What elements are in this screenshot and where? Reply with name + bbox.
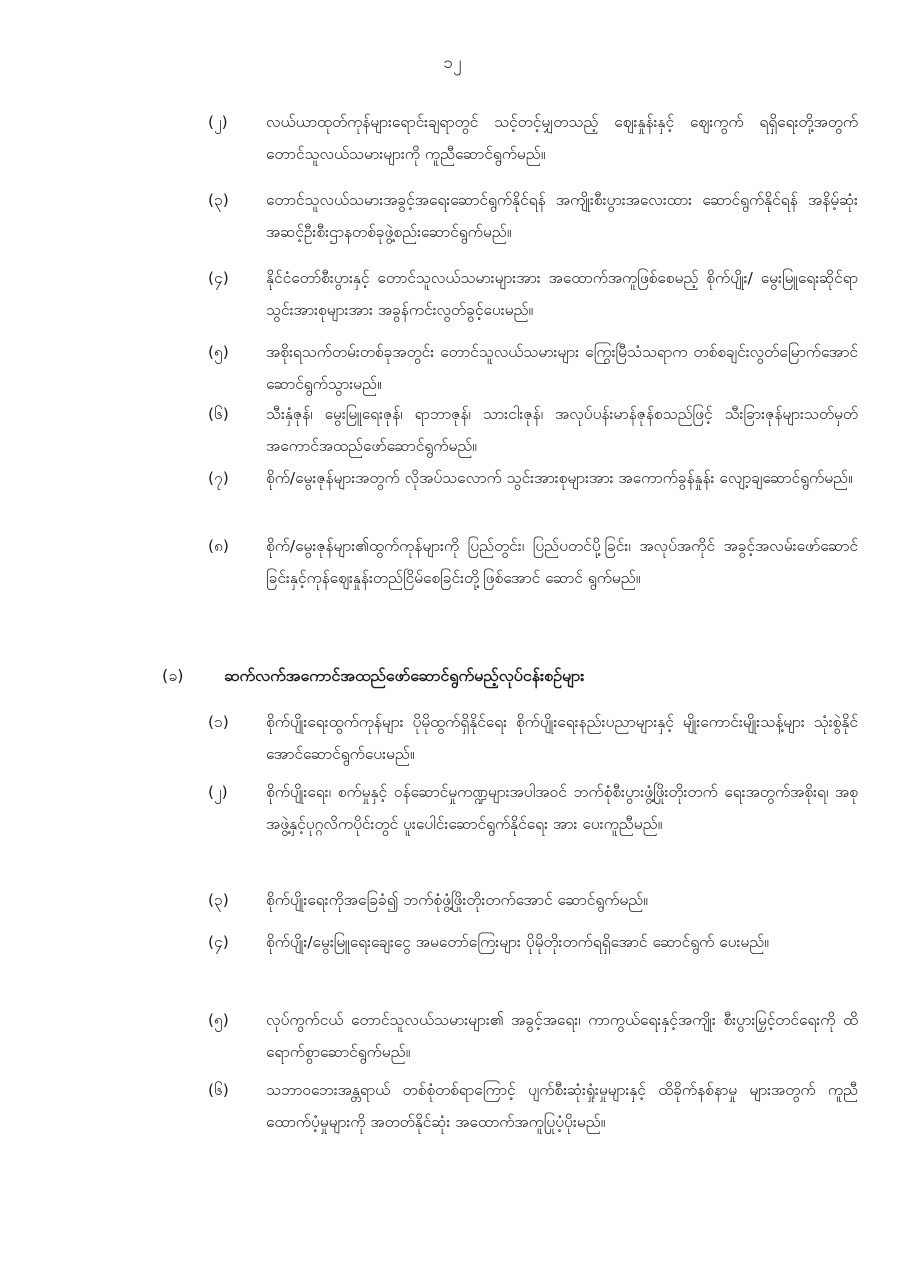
list-item (208, 1074, 858, 1138)
item-number: (၆) (208, 405, 229, 423)
list-item (208, 926, 858, 958)
item-number: (၁) (208, 713, 229, 731)
item-number: (၄) (208, 933, 229, 951)
item-text: စိုက်ပျိုးရေးကိုအခြေခံ၍ ဘက်စုံဖွံ့ဖြိုးတိုးတက်အောင် ဆောင်ရွက်မည်။ (266, 891, 648, 909)
item-number: (၅) (208, 343, 229, 361)
item-text: လယ်ယာထုတ်ကုန်များရောင်းချရာတွင် သင့်တင့်မျှတသည့် ဈေးနှုန်းနှင့် ဈေးကွက် ရရှိရေးတို့အတွက် တောင်သူလယ်သမားများကို ကူညီဆောင်ရွက်မည်။ (266, 113, 858, 163)
item-number: (၅) (208, 1011, 229, 1029)
item-text: တောင်သူလယ်သမားအခွင့်အရေးဆောင်ရွက်နိုင်ရန် အကျိုးစီးပွားအလေးထား ဆောင်ရွက်နိုင်ရန် အနိမ့်ဆုံးအဆင့်ဦးစီးဌာနတစ်ခုဖွဲ့စည်းဆောင်ရွက်မည်။ (266, 191, 858, 241)
list-item (208, 1004, 858, 1068)
item-number: (၄) (208, 269, 229, 287)
section-heading (162, 660, 862, 692)
item-text: စိုက်/မွေးဇုန်များ၏ထွက်ကုန်များကို ပြည်တွင်း၊ ပြည်ပတင်ပို့ခြင်း၊ အလုပ်အကိုင် အခွင့်အလမ်းဖော်ဆောင်ခြင်းနှင့်ကုန်ဈေးနှုန်းတည်ငြိမ်စေခြင်းတို့ဖြစ်အောင် ဆောင် ရွက်မည်။ (266, 537, 858, 587)
item-number: (၇) (208, 469, 229, 487)
list-item (208, 398, 858, 462)
item-number: (၂) (208, 783, 228, 801)
item-text: သဘာဝဘေးအန္တရာယ် တစ်စုံတစ်ရာကြောင့် ပျက်စီးဆုံးရှုံးမှုများနှင့် ထိခိုက်နစ်နာမှု များအတွက် ကူညီထောက်ပံ့မှုများကို အတတ်နိုင်ဆုံး အထောက်အကူပြုပံ့ပိုးမည်။ (266, 1081, 858, 1131)
item-text: နိုင်ငံတော်စီးပွားနှင့် တောင်သူလယ်သမားများအား အထောက်အကူဖြစ်စေမည့် စိုက်ပျိုး/ မွေးမြူရေးဆိုင်ရာ သွင်းအားစုများအား အခွန်ကင်းလွတ်ခွင့်ပေးမည်။ (266, 269, 858, 319)
item-text: လုပ်ကွက်ငယ် တောင်သူလယ်သမားများ၏ အခွင့်အရေး၊ ကာကွယ်ရေးနှင့်အကျိုး စီးပွားမြှင့်တင်ရေးကို ထိရောက်စွာဆောင်ရွက်မည်။ (266, 1011, 858, 1061)
list-item (208, 776, 858, 840)
item-text: စိုက်ပျိုးရေးထွက်ကုန်များ ပိုမိုထွက်ရှိနိုင်ရေး စိုက်ပျိုးရေးနည်းပညာများနှင့် မျိုးကောင်းမျိုးသန့်များ သုံးစွဲနိုင်အောင်ဆောင်ရွက်ပေးမည်။ (266, 713, 858, 763)
list-item (208, 262, 858, 326)
section-number: (ခ) (162, 666, 184, 685)
list-item (208, 884, 858, 916)
item-text: စိုက်/မွေးဇုန်များအတွက် လိုအပ်သလောက် သွင်းအားစုများအား အကောက်ခွန်နှုန်း လျော့ချဆောင်ရွက်မည်။ (266, 469, 853, 487)
list-item (208, 336, 858, 400)
list-item (208, 106, 858, 170)
item-number: (၈) (208, 537, 229, 555)
list-item (208, 706, 858, 770)
item-text: သီးနှံဇုန်၊ မွေးမြူရေးဇုန်၊ ရာဘာဇုန်၊ သားငါးဇုန်၊ အလုပ်ပန်းမာန်ဇုန်စသည်ဖြင့် သီးခြားဇုန်များသတ်မှတ်အကောင်အထည်ဖော်ဆောင်ရွက်မည်။ (266, 405, 858, 455)
list-item (208, 462, 858, 494)
item-number: (၃) (208, 891, 229, 909)
item-text: အစိုးရသက်တမ်းတစ်ခုအတွင်း တောင်သူလယ်သမားများ ကြွေးမြီသံသရာက တစ်စချင်းလွတ်မြောက်အောင်ဆောင်ရွက်သွားမည်။ (266, 343, 858, 393)
list-item (208, 530, 858, 594)
item-text: စိုက်ပျိုးရေး၊ စက်မှုနှင့် ဝန်ဆောင်မှုကဏ္ဍများအပါအဝင် ဘက်စုံစီးပွားဖွံ့ဖြိုးတိုးတက် ရေးအတွက်အစိုးရ၊ အစုအဖွဲ့နှင့်ပုဂ္ဂလိကပိုင်းတွင် ပူးပေါင်းဆောင်ရွက်နိုင်ရေး အား ပေးကူညီမည်။ (266, 783, 858, 833)
page-number: ၁၂ (443, 53, 462, 73)
item-number: (၂) (208, 113, 228, 131)
item-number: (၃) (208, 191, 229, 209)
item-number: (၆) (208, 1081, 229, 1099)
section-title: ဆက်လက်အကောင်အထည်ဖော်ဆောင်ရွက်မည့်လုပ်ငန်းစဉ်များ (224, 666, 585, 685)
list-item (208, 184, 858, 248)
item-text: စိုက်ပျိုး/မွေးမြူရေးချေးငွေ အမတော်ကြေးများ ပိုမိုတိုးတက်ရရှိအောင် ဆောင်ရွက် ပေးမည်။ (266, 933, 769, 951)
